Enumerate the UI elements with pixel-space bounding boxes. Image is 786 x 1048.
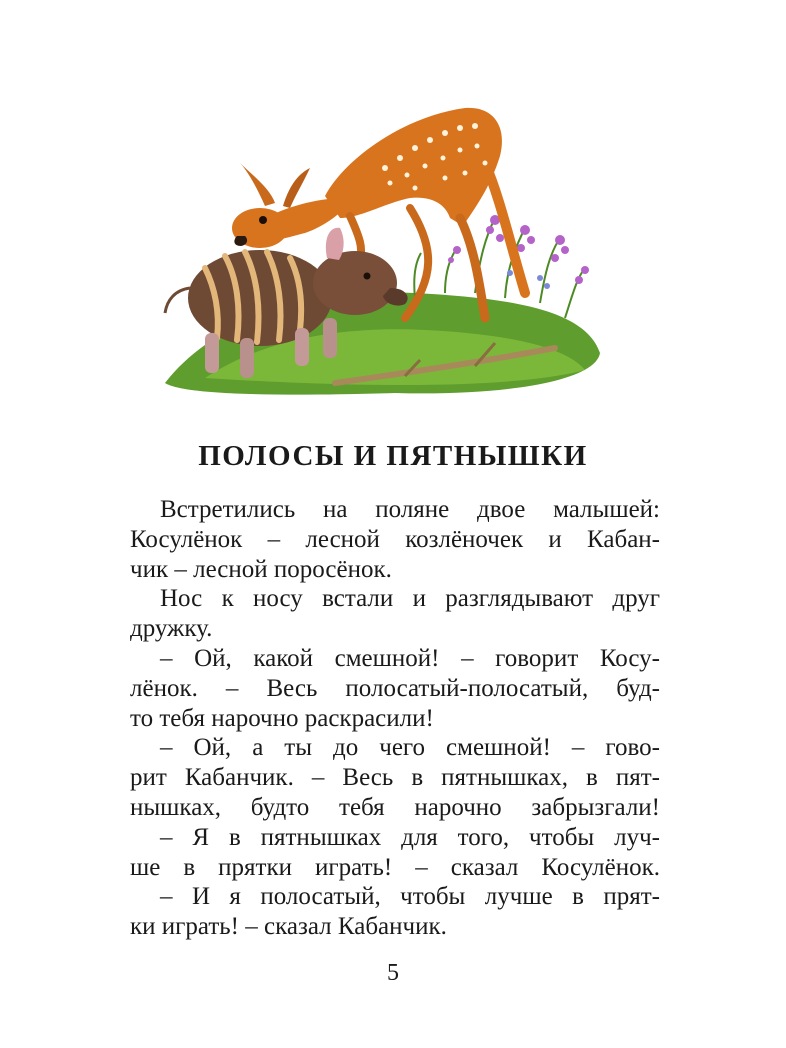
- text-line: Косулёнок – лесной козлёночек и Кабан-: [130, 525, 660, 553]
- text-line: нышках, будто тебя нарочно забрызгали!: [130, 793, 660, 821]
- text-line: ше в прятки играть! – сказал Косулёнок.: [130, 853, 660, 881]
- story-title: ПОЛОСЫ И ПЯТНЫШКИ: [198, 440, 588, 472]
- text-line: – Я в пятнышках для того, чтобы луч-: [160, 823, 660, 851]
- text-line: лёнок. – Весь полосатый-полосатый, буд-: [130, 674, 660, 702]
- story-text: [130, 495, 660, 942]
- page-number: 5: [387, 960, 399, 986]
- illustration-drawing: [145, 78, 615, 408]
- text-line: Нос к носу встали и разглядывают друг: [160, 585, 660, 613]
- text-line: – И я полосатый, чтобы лучше в прят-: [160, 883, 660, 911]
- text-line: Встретились на поляне двое малышей:: [160, 496, 660, 523]
- text-line: чик – лесной поросёнок.: [130, 555, 392, 583]
- text-line: рит Кабанчик. – Весь в пятнышках, в пят-: [130, 764, 660, 792]
- text-line: – Ой, какой смешной! – говорит Косу-: [160, 644, 660, 672]
- text-line: ки играть! – сказал Кабанчик.: [130, 913, 447, 941]
- text-line: дружку.: [130, 615, 213, 643]
- text-line: то тебя нарочно раскрасили!: [130, 704, 434, 732]
- fawn-and-piglet-illustration: [145, 78, 615, 408]
- text-line: – Ой, а ты до чего смешной! – гово-: [160, 734, 660, 762]
